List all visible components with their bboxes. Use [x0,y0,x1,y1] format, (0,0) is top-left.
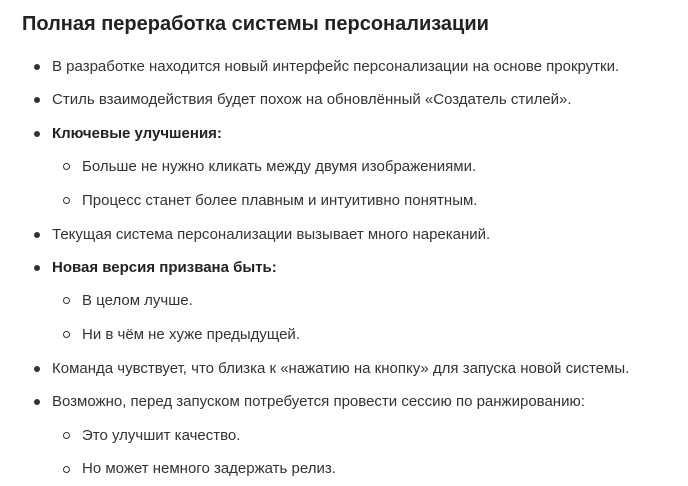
list-item: В разработке находится новый интерфейс персонализации на основе прокрутки. [52,58,620,75]
list-subitem: Процесс станет более плавным и интуитивно понятным. [82,192,478,209]
bullet-disc-icon [34,265,40,271]
bullet-circle-icon [63,297,70,304]
bullet-circle-icon [63,432,70,439]
bullet-disc-icon [34,366,40,372]
bullet-circle-icon [63,466,70,473]
list-subitem: Больше не нужно кликать между двумя изображениями. [82,158,477,175]
list-subitem: Ни в чём не хуже предыдущей. [82,326,300,343]
bullet-disc-icon [34,64,40,70]
bullet-disc-icon [34,97,40,103]
list-item: Команда чувствует, что близка к «нажатию на кнопку» для запуска новой системы. [52,360,630,377]
list-item-heading: Новая версия призвана быть: [52,259,277,276]
bullet-circle-icon [63,197,70,204]
list-item: Стиль взаимодействия будет похож на обновлённый «Создатель стилей». [52,91,572,108]
bullet-disc-icon [34,232,40,238]
bullet-circle-icon [63,163,70,170]
list-subitem: В целом лучше. [82,292,193,309]
bullet-circle-icon [63,331,70,338]
list-subitem: Это улучшит качество. [82,427,241,444]
list-item: Возможно, перед запуском потребуется провести сессию по ранжированию: [52,393,585,410]
bullet-disc-icon [34,399,40,405]
list-item-heading: Ключевые улучшения: [52,125,222,142]
bullet-disc-icon [34,131,40,137]
list-subitem: Но может немного задержать релиз. [82,460,336,477]
list-item: Текущая система персонализации вызывает много нареканий. [52,226,491,243]
page-title: Полная переработка системы персонализации [22,13,489,35]
